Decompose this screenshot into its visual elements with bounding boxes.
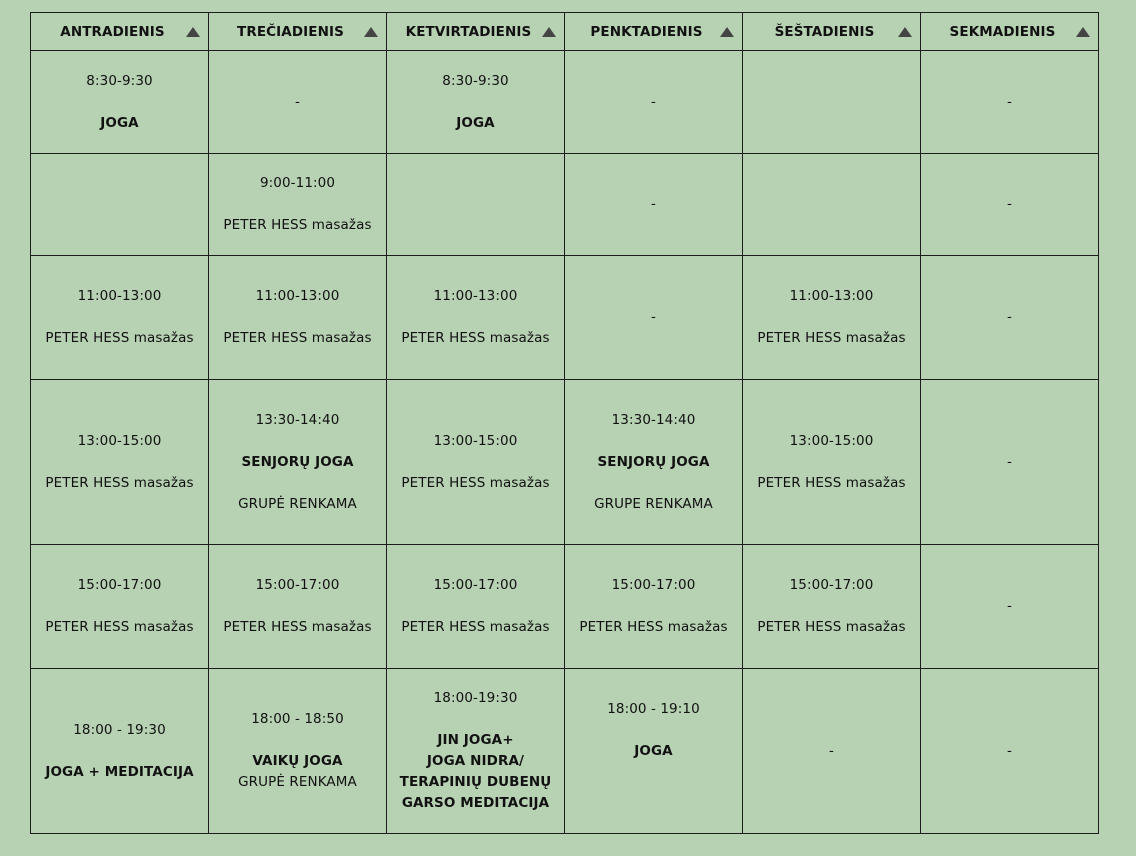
slot-note: GRUPE RENKAMA xyxy=(594,495,713,512)
empty-slot-dash: - xyxy=(651,93,656,110)
slot-time: 15:00-17:00 xyxy=(433,577,518,593)
slot-time: 18:00 - 19:10 xyxy=(607,700,700,717)
slot-time: 13:00-15:00 xyxy=(433,432,518,449)
schedule-cell xyxy=(209,669,387,834)
column-header-1[interactable] xyxy=(31,13,209,51)
schedule-cell xyxy=(31,545,209,669)
schedule-cell xyxy=(743,545,921,669)
schedule-container xyxy=(30,12,1099,834)
column-header-2[interactable] xyxy=(209,13,387,51)
sort-up-icon[interactable] xyxy=(186,27,200,37)
sort-up-icon[interactable] xyxy=(542,27,556,37)
schedule-cell xyxy=(921,256,1099,380)
schedule-cell xyxy=(31,380,209,545)
schedule-cell xyxy=(743,51,921,154)
column-header-5[interactable] xyxy=(743,13,921,51)
empty-slot-dash: - xyxy=(829,742,834,759)
schedule-cell xyxy=(565,51,743,154)
empty-slot-dash: - xyxy=(1007,598,1012,614)
schedule-row xyxy=(31,51,1099,154)
schedule-cell xyxy=(387,51,565,154)
slot-time: 13:00-15:00 xyxy=(789,432,874,449)
slot-title: JOGA xyxy=(456,114,495,131)
slot-time: 8:30-9:30 xyxy=(86,72,153,89)
schedule-table xyxy=(30,12,1099,834)
schedule-row xyxy=(31,669,1099,834)
slot-time: 11:00-13:00 xyxy=(433,288,518,304)
schedule-row xyxy=(31,545,1099,669)
slot-time: 15:00-17:00 xyxy=(611,577,696,593)
sort-up-icon[interactable] xyxy=(720,27,734,37)
column-header-label: PENKTADIENIS xyxy=(590,23,703,40)
schedule-row xyxy=(31,256,1099,380)
schedule-cell xyxy=(921,51,1099,154)
column-header-label: SEKMADIENIS xyxy=(949,23,1056,40)
column-header-label: TREČIADIENIS xyxy=(237,23,344,40)
slot-description: PETER HESS masažas xyxy=(757,619,906,635)
schedule-row xyxy=(31,380,1099,545)
slot-note: GRUPĖ RENKAMA xyxy=(238,774,357,790)
slot-description: PETER HESS masažas xyxy=(45,619,194,635)
slot-title: VAIKŲ JOGA xyxy=(252,753,343,769)
slot-time: 13:30-14:40 xyxy=(611,411,696,428)
slot-title-line: TERAPINIŲ DUBENŲ xyxy=(399,774,552,790)
column-header-4[interactable] xyxy=(565,13,743,51)
schedule-cell xyxy=(209,256,387,380)
slot-title-line: JIN JOGA+ xyxy=(437,732,514,748)
empty-slot-dash: - xyxy=(295,93,300,110)
slot-description: PETER HESS masažas xyxy=(223,330,372,346)
column-header-label: ANTRADIENIS xyxy=(60,23,165,40)
column-header-label: KETVIRTADIENIS xyxy=(405,23,532,40)
schedule-cell xyxy=(31,669,209,834)
slot-title: JOGA + MEDITACIJA xyxy=(45,763,194,780)
schedule-cell xyxy=(921,669,1099,834)
slot-time: 8:30-9:30 xyxy=(442,72,509,89)
schedule-cell xyxy=(387,380,565,545)
slot-title-line: JOGA NIDRA/ xyxy=(426,753,525,769)
empty-slot-dash: - xyxy=(651,196,656,212)
schedule-cell xyxy=(387,669,565,834)
schedule-cell xyxy=(387,154,565,256)
schedule-cell xyxy=(31,256,209,380)
schedule-cell xyxy=(387,545,565,669)
schedule-cell xyxy=(743,380,921,545)
slot-title: JOGA xyxy=(634,742,673,759)
slot-time: 15:00-17:00 xyxy=(255,577,340,593)
slot-description: PETER HESS masažas xyxy=(401,474,550,491)
sort-up-icon[interactable] xyxy=(1076,27,1090,37)
schedule-cell xyxy=(209,51,387,154)
column-header-6[interactable] xyxy=(921,13,1099,51)
slot-title: JOGA xyxy=(100,114,139,131)
slot-description: PETER HESS masažas xyxy=(757,330,906,346)
slot-description: PETER HESS masažas xyxy=(579,619,728,635)
slot-description: PETER HESS masažas xyxy=(45,474,194,491)
slot-description: PETER HESS masažas xyxy=(223,619,372,635)
slot-time: 13:00-15:00 xyxy=(77,432,162,449)
slot-description: PETER HESS masažas xyxy=(223,217,372,233)
sort-up-icon[interactable] xyxy=(898,27,912,37)
schedule-cell xyxy=(209,380,387,545)
schedule-cell xyxy=(743,669,921,834)
slot-time: 15:00-17:00 xyxy=(77,577,162,593)
schedule-cell xyxy=(743,154,921,256)
slot-note: GRUPĖ RENKAMA xyxy=(238,495,357,512)
slot-time: 9:00-11:00 xyxy=(259,175,336,191)
schedule-cell xyxy=(31,154,209,256)
schedule-cell xyxy=(921,154,1099,256)
slot-time: 18:00 - 18:50 xyxy=(251,711,344,727)
empty-slot-dash: - xyxy=(1007,742,1012,759)
slot-time: 18:00 - 19:30 xyxy=(73,721,166,738)
empty-slot-dash: - xyxy=(1007,196,1012,212)
slot-title: SENJORŲ JOGA xyxy=(241,453,354,470)
slot-time: 11:00-13:00 xyxy=(255,288,340,304)
empty-slot-dash: - xyxy=(1007,453,1012,470)
schedule-cell xyxy=(209,154,387,256)
slot-description: PETER HESS masažas xyxy=(401,330,550,346)
slot-time: 13:30-14:40 xyxy=(255,411,340,428)
slot-title: SENJORŲ JOGA xyxy=(597,453,710,470)
schedule-cell xyxy=(565,669,743,834)
slot-time: 15:00-17:00 xyxy=(789,577,874,593)
schedule-cell xyxy=(31,51,209,154)
empty-slot-dash: - xyxy=(1007,93,1012,110)
schedule-cell xyxy=(921,380,1099,545)
slot-time: 11:00-13:00 xyxy=(77,288,162,304)
schedule-cell xyxy=(387,256,565,380)
slot-description: PETER HESS masažas xyxy=(45,330,194,346)
schedule-cell xyxy=(565,256,743,380)
schedule-row xyxy=(31,154,1099,256)
slot-time: 18:00-19:30 xyxy=(433,690,518,706)
slot-description: PETER HESS masažas xyxy=(401,619,550,635)
schedule-cell xyxy=(743,256,921,380)
header-row xyxy=(31,13,1099,51)
schedule-body xyxy=(31,51,1099,834)
schedule-cell xyxy=(921,545,1099,669)
column-header-3[interactable] xyxy=(387,13,565,51)
schedule-cell xyxy=(209,545,387,669)
sort-up-icon[interactable] xyxy=(364,27,378,37)
schedule-cell xyxy=(565,154,743,256)
empty-slot-dash: - xyxy=(651,309,656,325)
schedule-cell xyxy=(565,545,743,669)
slot-description: PETER HESS masažas xyxy=(757,474,906,491)
schedule-cell xyxy=(565,380,743,545)
slot-title-line: GARSO MEDITACIJA xyxy=(401,795,550,811)
column-header-label: ŠEŠTADIENIS xyxy=(774,23,875,40)
slot-time: 11:00-13:00 xyxy=(789,288,874,304)
empty-slot-dash: - xyxy=(1007,309,1012,325)
